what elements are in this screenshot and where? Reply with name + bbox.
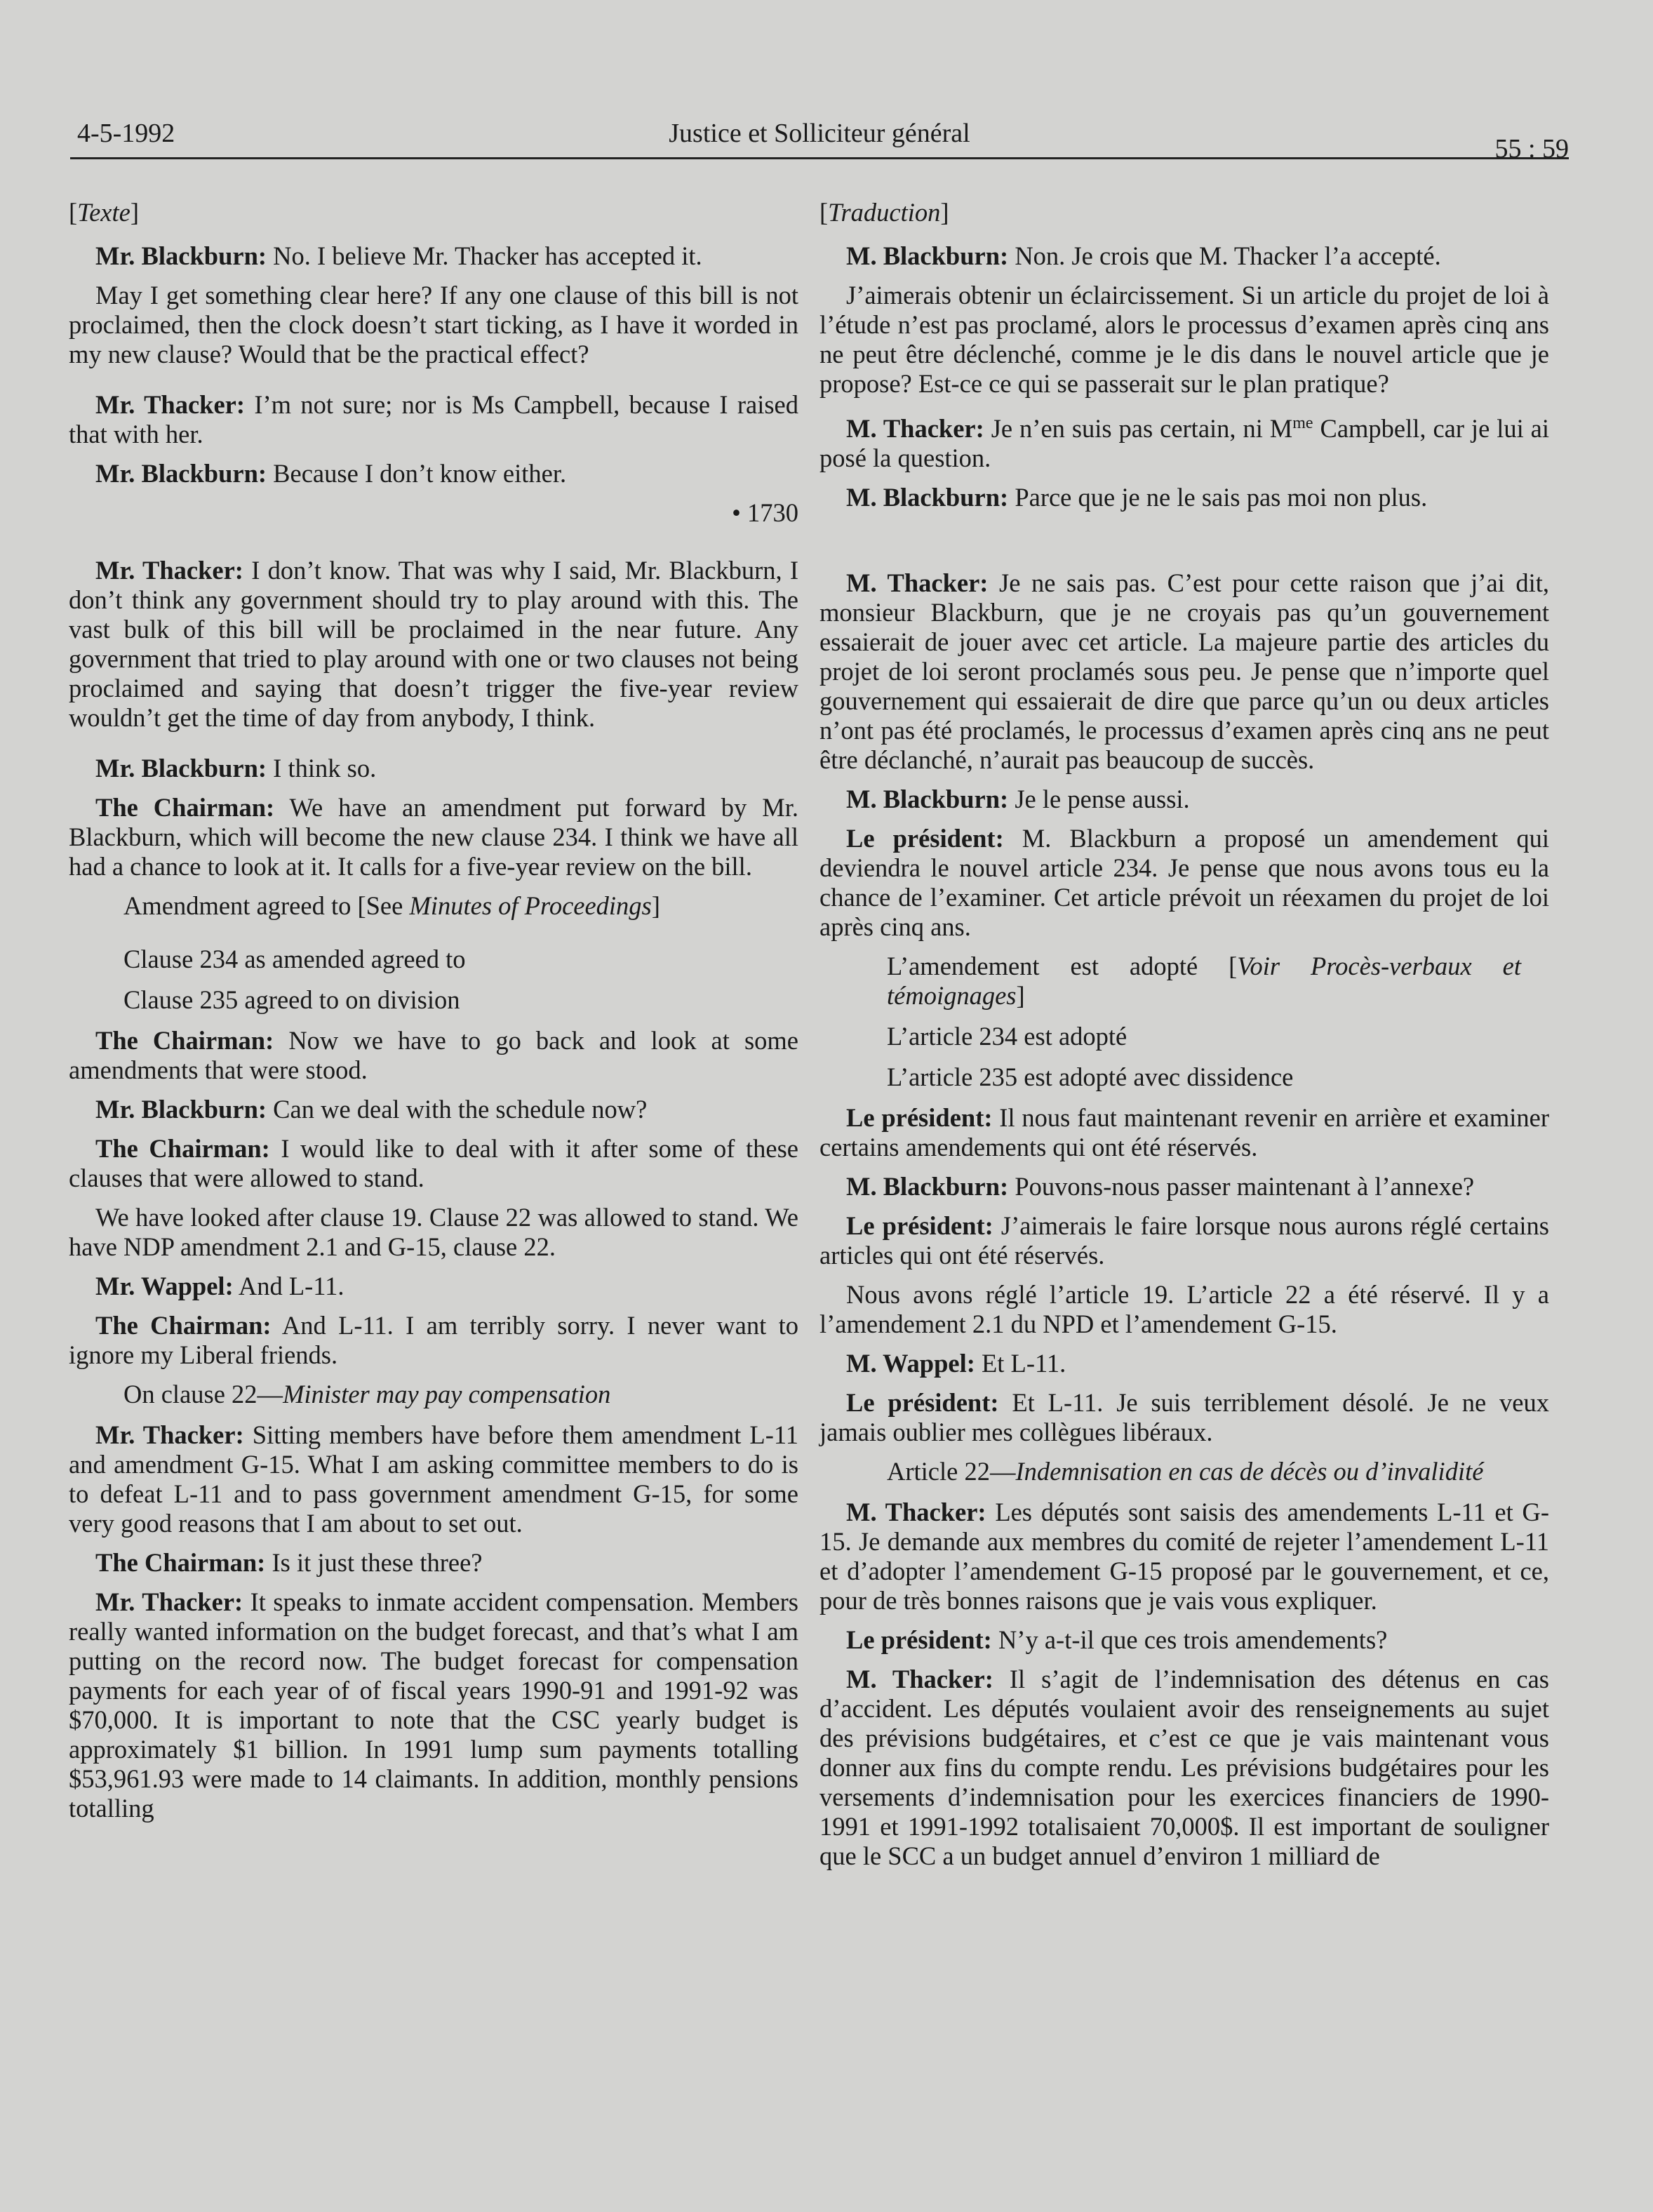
speech: Mr. Blackburn: Can we deal with the schedule now? (95, 1095, 648, 1124)
speech: M. Blackburn: Non. Je crois que M. Thacker l’a accepté. (846, 241, 1441, 270)
speaker: Le président: (846, 1103, 993, 1133)
speaker: M. Blackburn: (846, 785, 1009, 814)
english-column (69, 198, 798, 1833)
speaker: M. Blackburn: (846, 241, 1009, 270)
speech: Mr. Wappel: And L-11. (95, 1272, 344, 1300)
speaker: Mr. Wappel: (95, 1272, 234, 1300)
header-title: Justice et Solliciteur général (669, 119, 970, 148)
speaker: The Chairman: (95, 1548, 266, 1577)
clause-heading: Article 22—Indemnisation en cas de décès ou d’invalidité (887, 1457, 1484, 1486)
motion-line: Clause 234 as amended agreed to (123, 945, 466, 973)
motion-line: Clause 235 agreed to on division (123, 985, 460, 1014)
speaker: M. Thacker: (846, 414, 984, 444)
speech: Mr. Thacker: It speaks to inmate accident compensation. Members really wanted information on the budget forecast, and that’s what I am putting on the record now. The budget forecast for compensation payments for each year of of fiscal years 1990-91 and 1991-92 was $70,000. It is important to note that the CSC yearly budget is approximately $1 billion. In 1991 lump sum payments totalling $53,961.93 were made to 14 claimants. In addition, monthly pensions totalling (69, 1587, 798, 1823)
speech: Le président: Il nous faut maintenant revenir en arrière et examiner certains amendements qui ont été réservés. (819, 1103, 1549, 1162)
motion-line: L’amendement est adopté [Voir Procès-verbaux et témoignages] (887, 952, 1521, 1011)
speech: M. Wappel: Et L-11. (846, 1349, 1066, 1378)
speech: The Chairman: I would like to deal with it after some of these clauses that were allowed to stand. (69, 1134, 798, 1192)
speaker: Mr. Blackburn: (95, 459, 267, 488)
speech: Le président: J’aimerais le faire lorsque nous aurons réglé certains articles qui ont été réservés. (819, 1211, 1549, 1270)
running-header (70, 118, 1569, 164)
speaker: Mr. Thacker: (95, 1587, 243, 1616)
column-tag: [Traduction] (819, 198, 949, 227)
speaker: M. Wappel: (846, 1349, 975, 1378)
speaker: M. Thacker: (846, 1665, 993, 1694)
french-column (819, 198, 1549, 1881)
speaker: Le président: (846, 1388, 999, 1418)
speech: The Chairman: And L-11. I am terribly sorry. I never want to ignore my Liberal friends. (69, 1311, 798, 1369)
speaker: The Chairman: (95, 1134, 270, 1163)
speaker: M. Thacker: (846, 568, 989, 598)
speech: Nous avons réglé l’article 19. L’article 22 a été réservé. Il y a l’amendement 2.1 du NPD et l’amendement G-15. (819, 1280, 1549, 1339)
speaker: Le président: (846, 1211, 993, 1241)
speech: Le président: M. Blackburn a proposé un amendement qui deviendra le nouvel article 234. Je pense que nous avons tous eu la chance de l’examiner. Cet article prévoit un réexamen du projet de loi après cinq ans. (819, 824, 1550, 942)
speech: M. Thacker: Je n’en suis pas certain, ni $M^{me}$ Campbell, car je lui ai posé la question. (819, 414, 1549, 473)
speech: The Chairman: Is it just these three? (95, 1548, 483, 1577)
speaker: Mr. Thacker: (95, 390, 246, 419)
time-marker: • 1730 (732, 498, 798, 527)
speaker: Mr. Thacker: (95, 1420, 244, 1449)
speaker: M. Blackburn: (846, 483, 1009, 512)
header-date: 4-5-1992 (77, 119, 175, 148)
speech: J’aimerais obtenir un éclaircissement. Si un article du projet de loi à l’étude n’est pas proclamé, alors le processus d’examen après cinq ans ne peut être déclenché, comme je le dis dans le nouvel article que je propose? Est-ce ce qui se passerait sur le plan pratique? (819, 281, 1549, 398)
speech: M. Thacker: Il s’agit de l’indemnisation des détenus en cas d’accident. Les députés voulaient avoir des renseignements au sujet des prévisions budgétaires, et c’est ce que je vais maintenant vous donner aux fins du compte rendu. Les prévisions budgétaires pour les versements d’indemnisation pour les exercices financiers de 1990-1991 et 1991-1992 totalisaient 70,000$. Il est important de souligner que le SCC a un budget annuel d’environ 1 milliard de (819, 1665, 1549, 1871)
motion-line: L’article 235 est adopté avec dissidence (887, 1062, 1294, 1092)
speech: Mr. Thacker: I don’t know. That was why I said, Mr. Blackburn, I don’t think any government should try to play around with this. The vast bulk of this bill will be proclaimed in the near future. Any government that tried to play around with one or two clauses not being proclaimed and saying that doesn’t trigger the five-year review wouldn’t get the time of day from anybody, I think. (69, 556, 799, 732)
speaker: Mr. Thacker: (95, 556, 243, 585)
speech: Mr. Thacker: Sitting members have before them amendment L-11 and amendment G-15. What I am asking committee members to do is to defeat L-11 and to pass government amendment G-15, for some very good reasons that I am about to set out. (69, 1420, 799, 1538)
speech: May I get something clear here? If any one clause of this bill is not proclaimed, then the clock doesn’t start ticking, as I have it worded in my new clause? Would that be the practical effect? (69, 281, 798, 368)
speaker: Mr. Blackburn: (95, 241, 267, 270)
speech: M. Blackburn: Pouvons-nous passer maintenant à l’annexe? (846, 1172, 1475, 1201)
speech: M. Blackburn: Je le pense aussi. (846, 785, 1190, 814)
speech: Mr. Blackburn: Because I don’t know either. (95, 459, 567, 488)
motion-line: L’article 234 est adopté (887, 1022, 1127, 1051)
header-rule (70, 157, 1569, 159)
speech: Mr. Thacker: I’m not sure; nor is Ms Campbell, because I raised that with her. (69, 390, 799, 448)
speech: M. Blackburn: Parce que je ne le sais pas moi non plus. (846, 483, 1428, 512)
speech: Le président: N’y a-t-il que ces trois amendements? (846, 1625, 1388, 1655)
motion-line: Amendment agreed to [See Minutes of Proceedings] (123, 891, 660, 920)
speech: Mr. Blackburn: I think so. (95, 754, 377, 782)
speech: The Chairman: Now we have to go back and look at some amendments that were stood. (69, 1026, 798, 1084)
speaker: Mr. Blackburn: (95, 1095, 267, 1124)
speech: M. Thacker: Les députés sont saisis des amendements L-11 et G-15. Je demande aux membres du comité de rejeter l’amendement L-11 et d’adopter l’amendement G-15 proposé par le gouvernement, et ce, pour de très bonnes raisons que je vais vous expliquer. (819, 1498, 1549, 1615)
speech: Le président: Et L-11. Je suis terriblement désolé. Je ne veux jamais oublier mes collègues libéraux. (819, 1388, 1550, 1447)
speaker: Le président: (846, 1625, 992, 1655)
speaker: The Chairman: (95, 1311, 272, 1340)
speaker: M. Blackburn: (846, 1172, 1009, 1201)
speech: We have looked after clause 19. Clause 22 was allowed to stand. We have NDP amendment 2.1 and G-15, clause 22. (69, 1203, 798, 1261)
speech: M. Thacker: Je ne sais pas. C’est pour cette raison que j’ai dit, monsieur Blackburn, que je ne croyais pas qu’un gouvernement essaierait de jouer avec cet article. La majeure partie des articles du projet de loi seront proclamés sous peu. Je pense que n’importe quel gouvernement qui essaierait de dire que parce qu’un ou deux articles n’ont pas été proclamés, le processus d’examen après cinq ans ne peut être déclanché, n’aurait pas beaucoup de succès. (819, 568, 1549, 775)
speaker: Mr. Blackburn: (95, 754, 267, 782)
speaker: M. Thacker: (846, 1498, 986, 1527)
speaker: Le président: (846, 824, 1004, 853)
clause-heading: On clause 22—Minister may pay compensation (123, 1380, 611, 1408)
speech: Mr. Blackburn: No. I believe Mr. Thacker has accepted it. (95, 241, 702, 270)
header-page-number: 55 : 59 (1494, 134, 1569, 164)
speaker: The Chairman: (95, 1026, 274, 1055)
column-tag: [Texte] (69, 198, 140, 227)
speaker: The Chairman: (95, 793, 275, 822)
speech: The Chairman: We have an amendment put forward by Mr. Blackburn, which will become the new clause 234. I think we have all had a chance to look at it. It calls for a five-year review on the bill. (69, 793, 798, 881)
